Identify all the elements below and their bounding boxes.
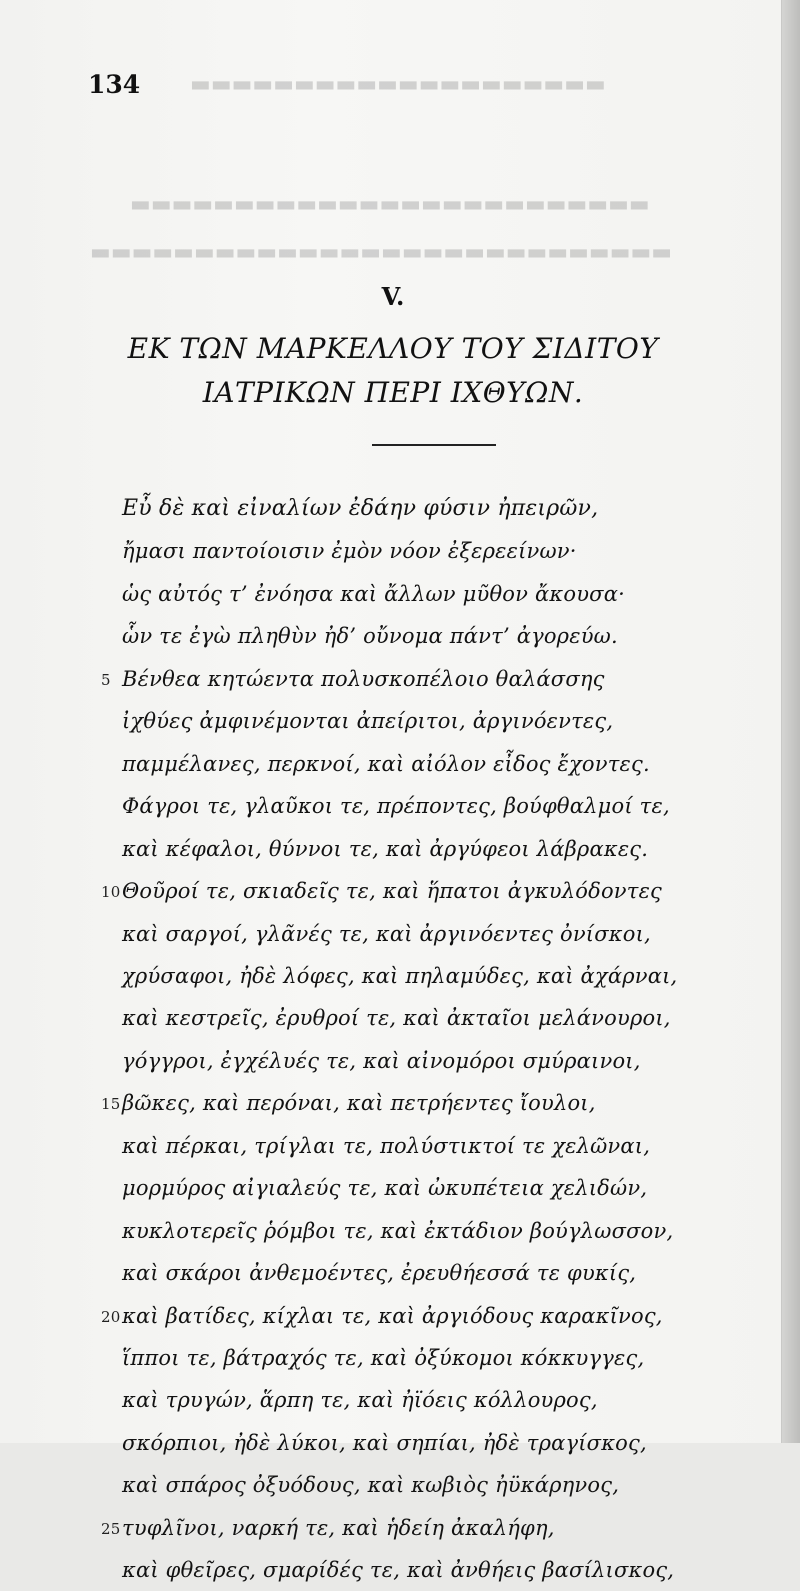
bleed-through-decoration: ▬▬▬▬▬▬▬▬▬▬▬▬▬▬▬▬▬▬▬▬▬▬▬▬▬▬▬▬ bbox=[90, 240, 673, 265]
chapter-title-line-2: ΙΑΤΡΙΚΩΝ ΠΕΡΙ ΙΧΘΥΩΝ. bbox=[202, 376, 584, 409]
verse-text: Βένθεα κητώεντα πολυσκοπέλοιο θαλάσσης bbox=[122, 666, 605, 691]
page-number: 134 bbox=[88, 70, 141, 99]
verse-text: μορμύρος αἰγιαλεύς τε, καὶ ὠκυπέτεια χελιδών, bbox=[122, 1176, 648, 1201]
verse-text: κυκλοτερεῖς ῥόμβοι τε, καὶ ἐκτάδιον βούγλωσσον, bbox=[122, 1218, 674, 1243]
bleed-through-decoration: ▬▬▬▬▬▬▬▬▬▬▬▬▬▬▬▬▬▬▬▬▬▬▬▬▬ bbox=[130, 192, 650, 217]
verse-text: Εὖ δὲ καὶ εἰναλίων ἐδάην φύσιν ἠπειρῶν, bbox=[122, 496, 599, 521]
verse-text: γόγγροι, ἐγχέλυές τε, καὶ αἰνομόροι σμύραινοι, bbox=[122, 1048, 641, 1073]
verse-text: βῶκες, καὶ περόναι, καὶ πετρήεντες ἴουλοι, bbox=[122, 1091, 596, 1116]
verse-text: Φάγροι τε, γλαῦκοι τε, πρέποντες, βούφθαλμοί τε, bbox=[122, 794, 670, 819]
verse-text: καὶ βατίδες, κίχλαι τε, καὶ ἀργιόδους καρακῖνος, bbox=[122, 1303, 663, 1328]
verse-text: καὶ σπάρος ὀξυόδους, καὶ κωβιὸς ἠϋκάρηνος, bbox=[122, 1473, 620, 1498]
section-number: V. bbox=[381, 282, 405, 311]
line-number: 5 bbox=[101, 670, 111, 689]
verse-text: καὶ κεστρεῖς, ἐρυθροί τε, καὶ ἀκταῖοι μελάνουροι, bbox=[122, 1006, 671, 1031]
line-number: 15 bbox=[101, 1095, 121, 1114]
title-divider bbox=[372, 444, 496, 446]
verse-text: χρύσαφοι, ἠδὲ λόφες, καὶ πηλαμύδες, καὶ ἀχάρναι, bbox=[122, 963, 678, 988]
line-number: 25 bbox=[101, 1519, 121, 1538]
verse-text: σκόρπιοι, ἠδὲ λύκοι, καὶ σηπίαι, ἠδὲ τραγίσκος, bbox=[122, 1430, 647, 1455]
verse-text: ἤμασι παντοίοισιν ἐμὸν νόον ἐξερεείνων· bbox=[122, 539, 577, 564]
verse-text: παμμέλανες, περκνοί, καὶ αἰόλον εἶδος ἔχοντες. bbox=[122, 751, 650, 776]
verse-text: Θοῦροί τε, σκιαδεῖς τε, καὶ ἥπατοι ἀγκυλόδοντες bbox=[122, 879, 663, 904]
line-number: 20 bbox=[101, 1307, 121, 1326]
verse-text: καὶ σκάροι ἀνθεμοέντες, ἐρευθήεσσά τε φυκίς, bbox=[122, 1261, 637, 1286]
page-edge bbox=[781, 0, 800, 1443]
verse-text: ὧν τε ἐγὼ πληθὺν ἠδ’ οὔνομα πάντ’ ἀγορεύω. bbox=[122, 624, 618, 649]
verse-text: ἰχθύες ἀμφινέμονται ἀπείριτοι, ἀργινόεντες, bbox=[122, 709, 614, 734]
verse-text: τυφλῖνοι, ναρκή τε, καὶ ἡδείη ἀκαλήφη, bbox=[122, 1515, 555, 1540]
verse-text: καὶ τρυγών, ἅρπη τε, καὶ ἠϊόεις κόλλουρος, bbox=[122, 1388, 598, 1413]
verse-text: καὶ φθεῖρες, σμαρίδές τε, καὶ ἀνθήεις βασίλισκος, bbox=[122, 1558, 675, 1583]
chapter-title-line-1: ΕΚ ΤΩΝ ΜΑΡΚΕΛΛΟΥ ΤΟΥ ΣΙΔΙΤΟΥ bbox=[127, 332, 659, 365]
verse-text: ἵπποι τε, βάτραχός τε, καὶ ὀξύκομοι κόκκυγγες, bbox=[122, 1346, 645, 1370]
verse-text: καὶ πέρκαι, τρίγλαι τε, πολύστικτοί τε χελῶναι, bbox=[122, 1133, 651, 1158]
verse-text: καὶ σαργοί, γλᾶνές τε, καὶ ἀργινόεντες ὀνίσκοι, bbox=[122, 921, 651, 946]
verse-text: καὶ κέφαλοι, θύννοι τε, καὶ ἀργύφεοι λάβρακες. bbox=[122, 836, 649, 861]
line-number: 10 bbox=[101, 883, 121, 902]
verse-text: ὡς αὐτός τ’ ἐνόησα καὶ ἄλλων μῦθον ἄκουσα· bbox=[122, 581, 625, 606]
bleed-through-decoration: ▬▬▬▬▬▬▬▬▬▬▬▬▬▬▬▬▬▬▬▬ bbox=[190, 72, 606, 97]
